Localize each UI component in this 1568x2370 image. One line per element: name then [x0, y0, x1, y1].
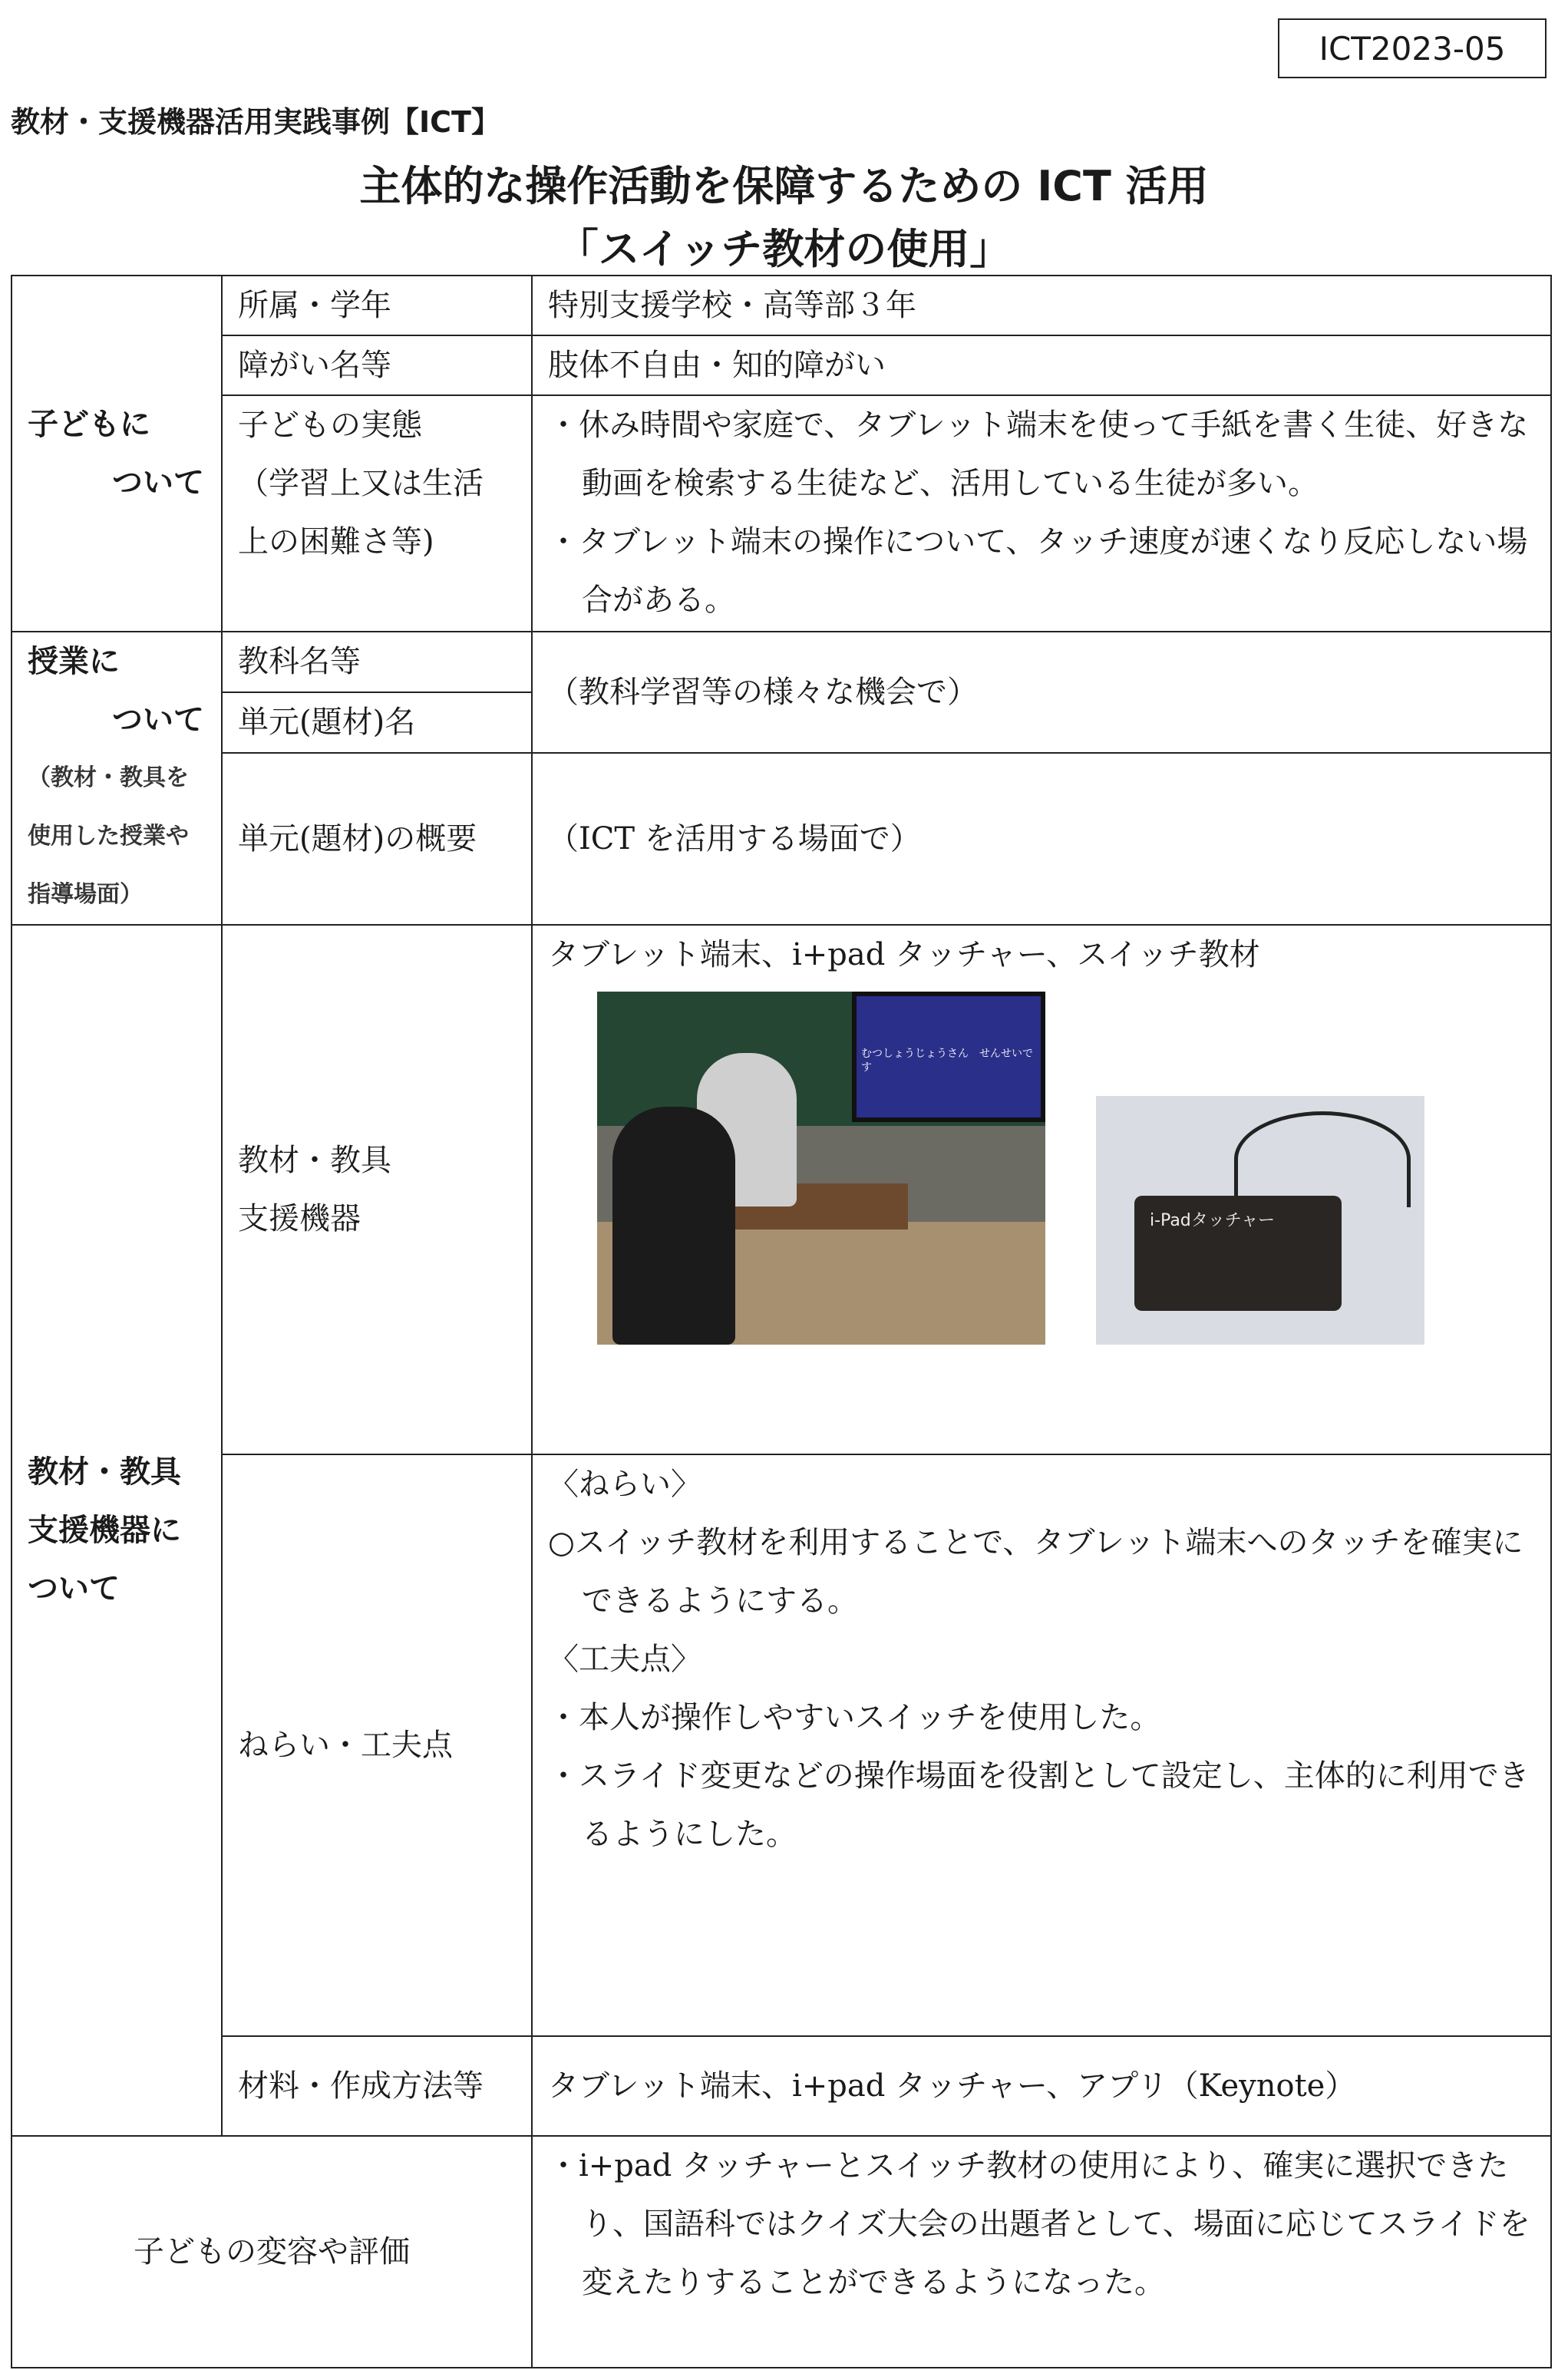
document-id: ICT2023-05 [1278, 18, 1547, 78]
evaluation-text: ・i+pad タッチャーとスイッチ教材の使用により、確実に選択できたり、国語科ではクイズ大会の出題者として、場面に応じてスライドを変えたりすることができるようになった。 [548, 2148, 1530, 2300]
section-materials-line1: 教材・教具 [28, 1454, 181, 1490]
idea-bullet: ・本人が操作しやすいスイッチを使用した。 [548, 1700, 1161, 1735]
case-table [11, 275, 1552, 2368]
section-materials-line3: ついて [28, 1571, 120, 1606]
status-bullet: ・休み時間や家庭で、タブレット端末を使って手紙を書く生徒、好きな動画を検索する生徒など、活用している生徒が多い。 [548, 408, 1529, 501]
disability-label: 障がい名等 [222, 335, 532, 395]
section-materials-line2: 支援機器に [28, 1513, 181, 1548]
subject-label: 教科名等 [222, 632, 532, 692]
evaluation-value [532, 2136, 1551, 2368]
section-child-line1: 子どもに [28, 407, 150, 442]
status-bullet: ・タブレット端末の操作について、タッチ速度が速くなり反応しない場合がある。 [548, 524, 1528, 618]
section-child-line2: ついて [112, 465, 204, 500]
classroom-photo [597, 992, 1045, 1345]
tools-value [532, 925, 1551, 1454]
ipad-toucher-photo [1096, 1096, 1424, 1345]
affiliation-value: 特別支援学校・高等部３年 [532, 276, 1551, 335]
section-lesson-line2: ついて [112, 702, 204, 738]
disability-value: 肢体不自由・知的障がい [532, 335, 1551, 395]
status-label-line2: （学習上又は生活 [238, 466, 484, 501]
tools-label-line1: 教材・教具 [238, 1143, 391, 1178]
tools-label-line2: 支援機器 [238, 1201, 361, 1236]
aim-heading: 〈ねらい〉 [548, 1467, 701, 1502]
page-subtitle: 「スイッチ教材の使用」 [556, 225, 1012, 273]
section-child [12, 276, 222, 632]
page-title: 主体的な操作活動を保障するための ICT 活用 [359, 162, 1209, 210]
document-category: 教材・支援機器活用実践事例【ICT】 [11, 105, 500, 139]
affiliation-label: 所属・学年 [222, 276, 532, 335]
section-materials [12, 925, 222, 2136]
section-lesson [12, 632, 222, 925]
method-label: 材料・作成方法等 [222, 2036, 532, 2136]
idea-bullet: ・スライド変更などの操作場面を役割として設定し、主体的に利用できるようにした。 [548, 1758, 1530, 1852]
status-value [532, 395, 1551, 632]
aim-text: ○スイッチ教材を利用することで、タブレット端末へのタッチを確実にできるようにする。 [548, 1525, 1523, 1619]
ideas-heading: 〈工夫点〉 [548, 1642, 701, 1677]
aim-label: ねらい・工夫点 [222, 1454, 532, 2036]
status-label-line1: 子どもの実態 [238, 408, 422, 443]
overview-label: 単元(題材)の概要 [222, 753, 532, 925]
device-label: i-Padタッチャー [1150, 1211, 1276, 1230]
overview-value: （ICT を活用する場面で） [532, 753, 1551, 925]
screen-text: むつしょうじょうさん せんせいです [861, 1048, 1033, 1074]
status-label-line3: 上の困難さ等) [238, 524, 434, 559]
section-lesson-line1: 授業に [28, 644, 120, 679]
method-value: タブレット端末、i+pad タッチャー、アプリ（Keynote） [532, 2036, 1551, 2136]
tools-label [222, 925, 532, 1454]
aim-value [532, 1454, 1551, 2036]
evaluation-label: 子どもの変容や評価 [12, 2136, 532, 2368]
section-lesson-note: （教材・教具を使用した授業や指導場面） [28, 764, 189, 908]
unit-label: 単元(題材)名 [222, 692, 532, 753]
status-label [222, 395, 532, 632]
subject-unit-value: （教科学習等の様々な機会で） [532, 632, 1551, 753]
tools-list: タブレット端末、i+pad タッチャー、スイッチ教材 [548, 937, 1260, 972]
photo-area [548, 984, 1535, 1444]
